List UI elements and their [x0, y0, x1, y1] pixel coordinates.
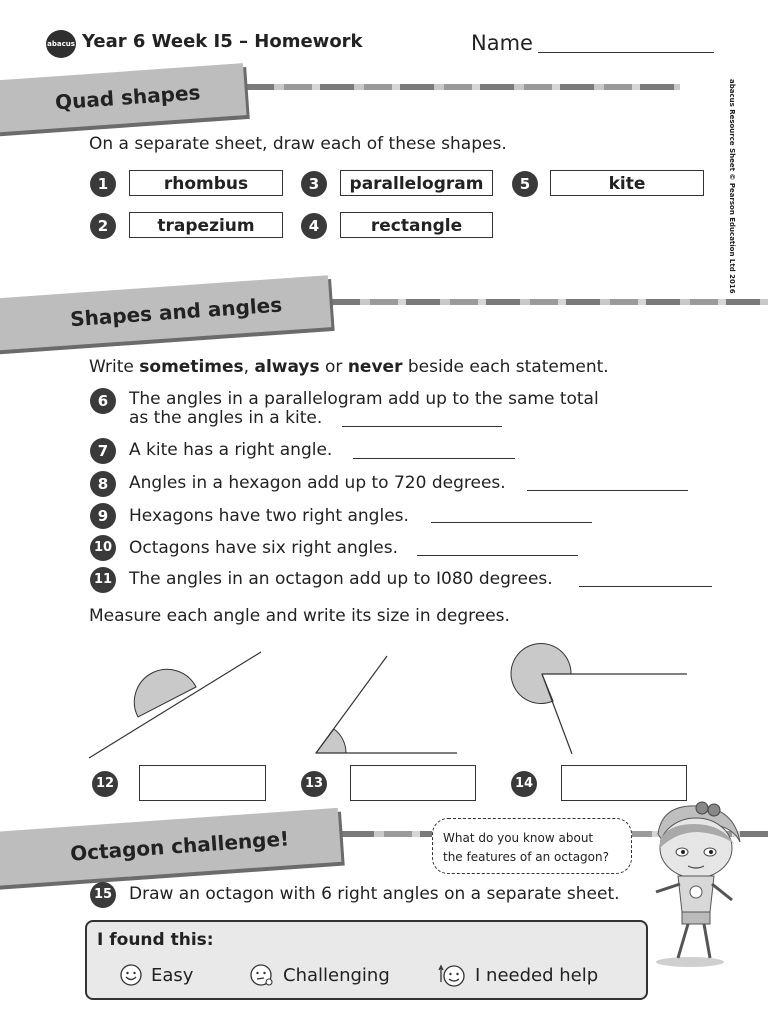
angle-answer-box[interactable] — [350, 765, 476, 801]
feedback-option-easy[interactable] — [119, 962, 193, 988]
instruction-part: , — [243, 357, 255, 377]
task-text: Draw an octagon with 6 right angles on a separate sheet. — [129, 884, 620, 904]
angle-diagrams — [0, 630, 768, 770]
statement-text: Hexagons have two right angles. — [129, 506, 409, 526]
question-number: 10 — [90, 535, 116, 561]
feedback-label: I needed help — [475, 964, 599, 986]
question-number: 7 — [90, 438, 116, 464]
section-title-octagon-challenge — [0, 808, 341, 886]
instruction-part: or — [319, 357, 348, 377]
statement-text: The angles in a parallelogram add up to the same total — [129, 389, 599, 409]
instruction-text: Measure each angle and write its size in degrees. — [89, 606, 510, 626]
section-title-quad-shapes — [0, 63, 247, 133]
instruction-part: beside each statement. — [402, 357, 609, 377]
angle-answer-box[interactable] — [561, 765, 687, 801]
answer-line[interactable] — [417, 555, 578, 556]
section-divider — [326, 299, 768, 305]
shape-box-parallelogram: parallelogram — [340, 170, 493, 196]
answer-line[interactable] — [342, 426, 502, 427]
shape-box-rectangle: rectangle — [340, 212, 493, 238]
feedback-label: Challenging — [283, 964, 390, 986]
question-number: 9 — [90, 503, 116, 529]
shape-box-kite: kite — [550, 170, 704, 196]
statement-text: Octagons have six right angles. — [129, 538, 398, 558]
speech-line: the features of an octagon? — [443, 850, 609, 864]
question-number: 15 — [90, 882, 116, 908]
question-number: 3 — [301, 171, 327, 197]
question-number: 2 — [90, 213, 116, 239]
feedback-option-challenging[interactable] — [249, 962, 390, 988]
section-divider — [240, 84, 680, 90]
question-number: 11 — [90, 567, 116, 593]
section-title-shapes-and-angles — [0, 275, 331, 351]
feedback-label: Easy — [151, 964, 194, 986]
speech-line: What do you know about — [443, 831, 594, 845]
answer-line[interactable] — [579, 586, 712, 587]
angle-12-drawing — [89, 652, 261, 758]
smile-face-icon — [119, 963, 143, 987]
answer-line[interactable] — [431, 522, 592, 523]
angle-14-drawing — [511, 644, 687, 754]
section-title-text: Octagon challenge! — [69, 826, 290, 866]
statement-text: The angles in an octagon add up to I080 degrees. — [129, 569, 553, 589]
thinking-face-icon — [249, 963, 275, 987]
question-number: 14 — [511, 771, 537, 797]
copyright-note: abacus Resource Sheet © Pearson Education Ltd 2016 — [728, 79, 736, 294]
feedback-title: I found this: — [97, 930, 214, 950]
answer-line[interactable] — [527, 490, 688, 491]
section-title-text: Quad shapes — [54, 80, 202, 115]
statement-text: as the angles in a kite. — [129, 408, 323, 428]
section-title-text: Shapes and angles — [69, 292, 283, 332]
keyword-always: always — [254, 357, 320, 377]
statement-text: A kite has a right angle. — [129, 440, 333, 460]
shape-box-trapezium: trapezium — [129, 212, 283, 238]
feedback-box — [85, 920, 648, 1000]
help-face-icon — [437, 962, 467, 988]
instruction-text: On a separate sheet, draw each of these shapes. — [89, 134, 507, 154]
feedback-option-needed-help[interactable] — [437, 962, 598, 988]
angle-13-drawing — [316, 656, 457, 753]
name-field[interactable] — [538, 52, 714, 53]
statement-text: Angles in a hexagon add up to 720 degrees. — [129, 473, 506, 493]
instruction-part: Write — [89, 357, 140, 377]
question-number: 5 — [512, 171, 538, 197]
question-number: 13 — [301, 771, 327, 797]
keyword-sometimes: sometimes — [139, 357, 244, 377]
question-number: 12 — [92, 771, 118, 797]
keyword-never: never — [347, 357, 403, 377]
shape-box-rhombus: rhombus — [129, 170, 283, 196]
instruction-text — [89, 357, 609, 377]
angle-answer-box[interactable] — [139, 765, 266, 801]
abacus-logo: abacus — [46, 30, 76, 58]
name-label: Name — [471, 31, 533, 55]
speech-bubble — [432, 818, 632, 874]
question-number: 8 — [90, 471, 116, 497]
question-number: 6 — [90, 388, 116, 414]
question-number: 4 — [301, 213, 327, 239]
answer-line[interactable] — [353, 458, 515, 459]
question-number: 1 — [90, 171, 116, 197]
page-title: Year 6 Week I5 – Homework — [82, 31, 363, 52]
